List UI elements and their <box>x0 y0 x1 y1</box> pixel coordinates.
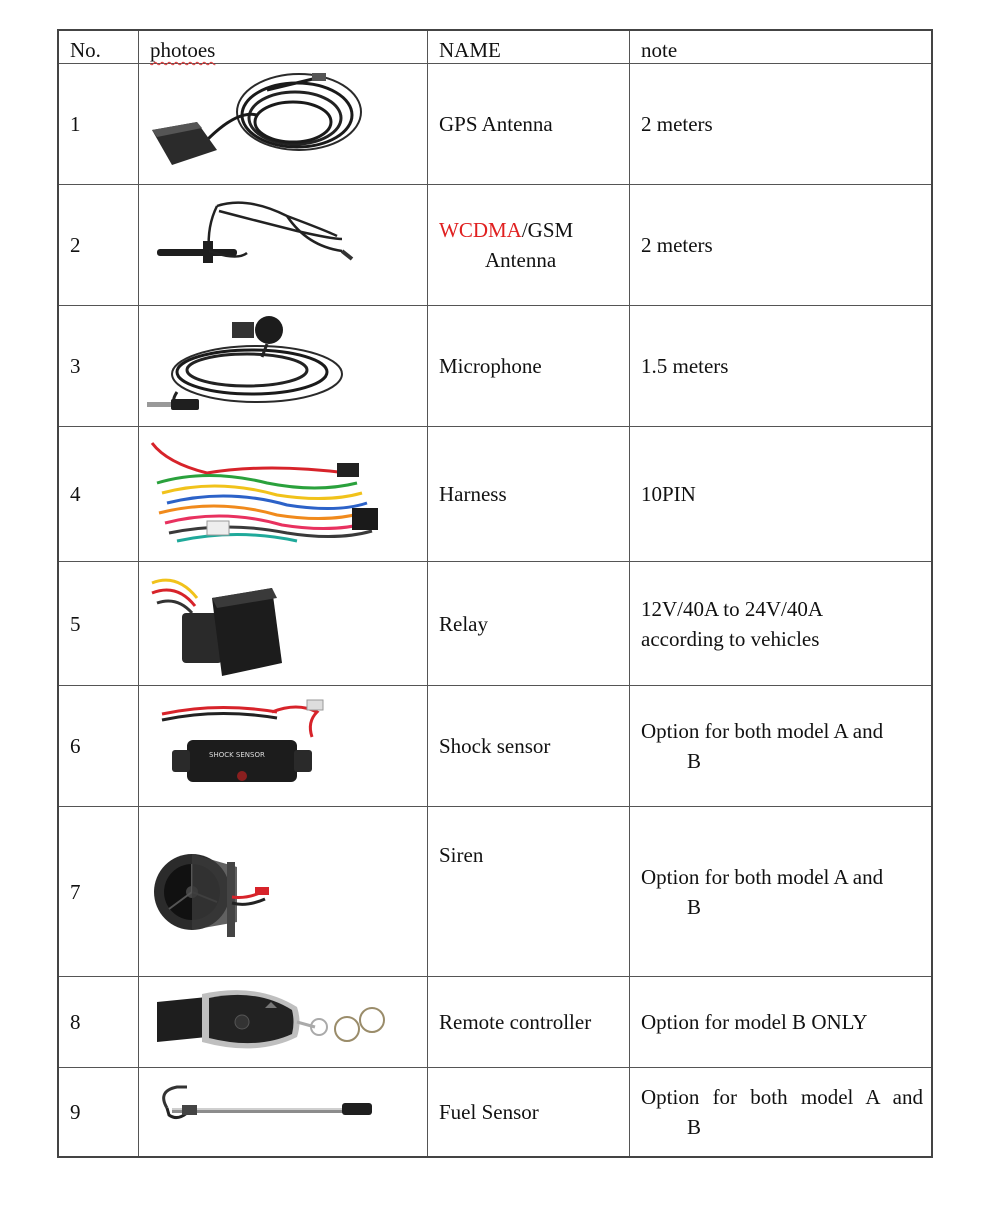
header-cell-name: NAME <box>428 31 630 63</box>
note-line-1: 12V/40A to 24V/40A <box>641 596 824 621</box>
item-name: Relay <box>439 611 488 636</box>
table-row <box>59 64 931 185</box>
table-header-row <box>59 31 931 64</box>
item-note: 2 meters <box>641 233 713 257</box>
header-cell-no: No. <box>59 31 139 63</box>
note-line-2: B <box>687 1115 702 1139</box>
item-note: 1.5 meters <box>641 354 729 378</box>
row-number: 8 <box>70 1010 81 1034</box>
fuel-sensor-photo <box>147 1073 387 1143</box>
item-name: Harness <box>439 482 507 506</box>
accessories-table <box>57 29 933 1158</box>
table-row <box>59 807 931 977</box>
gps-antenna-photo <box>147 70 387 180</box>
item-name: Remote controller <box>439 1010 592 1034</box>
row-number: 5 <box>70 611 81 636</box>
gsm-antenna-photo <box>147 191 387 301</box>
relay-photo <box>147 568 387 680</box>
table-row <box>59 686 931 807</box>
table-row <box>59 562 931 686</box>
item-name: Microphone <box>439 354 542 378</box>
note-line-1: Option for both model A and <box>641 864 884 889</box>
item-note <box>641 862 923 922</box>
note-line-2: according to vehicles <box>641 626 820 651</box>
note-line-2: B <box>687 894 702 919</box>
note-line-1: Option for both model A and <box>641 1085 923 1109</box>
row-number: 1 <box>70 112 81 136</box>
item-note: Option for model B ONLY <box>641 1010 868 1034</box>
item-note <box>641 1082 923 1142</box>
item-name: Shock sensor <box>439 734 551 758</box>
header-cell-photos: photoes <box>139 31 428 63</box>
header-cell-note: note <box>641 38 678 62</box>
table-row <box>59 427 931 562</box>
table-row <box>59 1068 931 1156</box>
item-name: Siren <box>439 843 484 867</box>
note-line-2: B <box>687 749 702 773</box>
name-part-antenna: Antenna <box>485 248 557 272</box>
harness-photo <box>147 433 397 553</box>
note-line-1: Option for both model A and <box>641 719 884 743</box>
table-row <box>59 977 931 1068</box>
item-name <box>439 215 621 275</box>
item-name: Fuel Sensor <box>439 1100 539 1124</box>
item-note <box>641 594 923 654</box>
row-number: 2 <box>70 233 81 257</box>
siren-photo <box>147 837 387 967</box>
name-part-wcdma: WCDMA <box>439 218 522 242</box>
table-row <box>59 306 931 427</box>
row-number: 7 <box>70 879 81 904</box>
item-note <box>641 716 923 776</box>
table-row <box>59 185 931 306</box>
remote-controller-photo <box>147 982 407 1062</box>
item-note: 2 meters <box>641 112 713 136</box>
item-note: 10PIN <box>641 482 696 506</box>
item-name: GPS Antenna <box>439 112 553 136</box>
row-number: 4 <box>70 482 81 506</box>
microphone-photo <box>147 312 387 422</box>
name-part-gsm: /GSM <box>521 218 574 242</box>
row-number: 9 <box>70 1100 81 1124</box>
shock-sensor-photo <box>147 692 387 804</box>
row-number: 6 <box>70 734 81 758</box>
row-number: 3 <box>70 354 81 378</box>
shock-sensor-label: SHOCK SENSOR <box>209 751 265 759</box>
